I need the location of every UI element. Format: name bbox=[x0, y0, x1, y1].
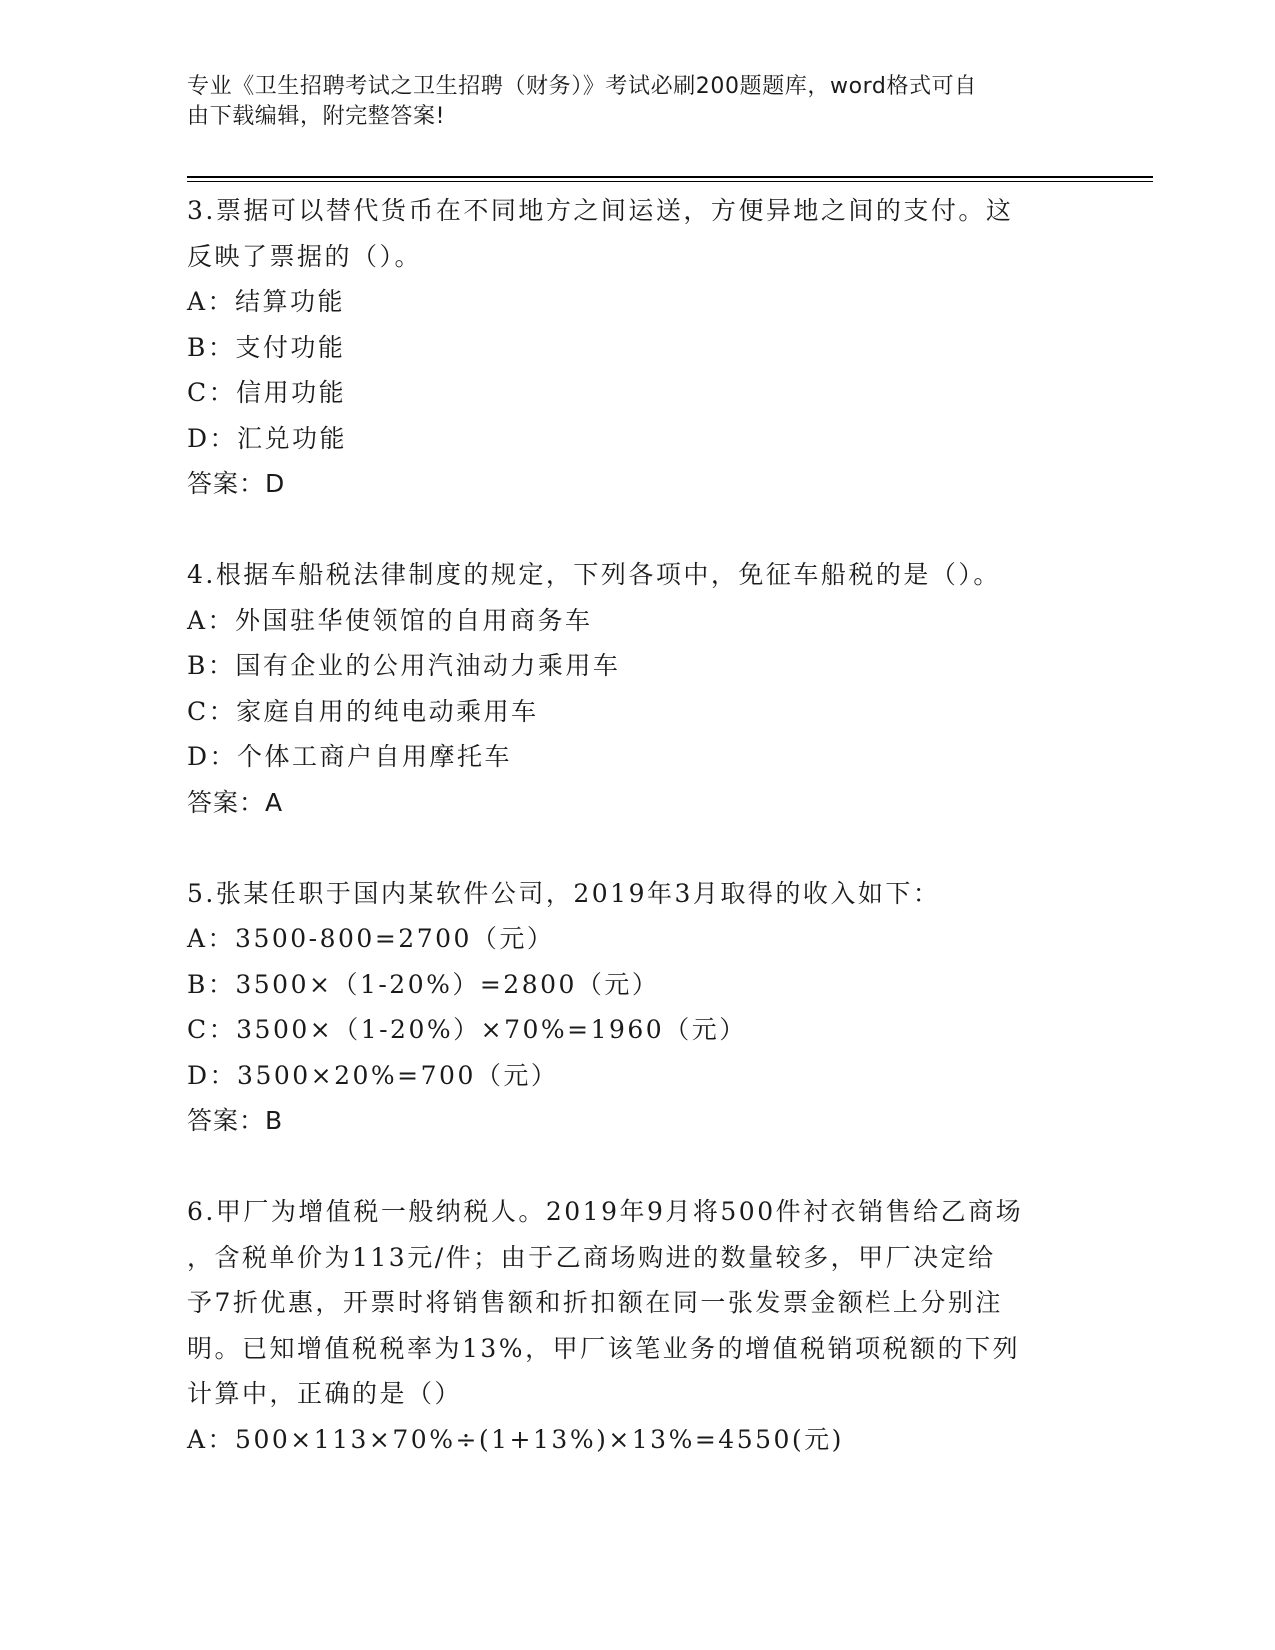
option-c: C：3500×（1-20%）×70%=1960（元） bbox=[187, 1015, 747, 1044]
question-text-line: 予7折优惠，开票时将销售额和折扣额在同一张发票金额栏上分别注 bbox=[187, 1288, 1003, 1317]
document-header bbox=[187, 72, 1067, 132]
question-text-line: 6.甲厂为增值税一般纳税人。2019年9月将500件衬衣销售给乙商场 bbox=[187, 1197, 1024, 1226]
header-line-1: 专业《卫生招聘考试之卫生招聘（财务）》考试必刷200题题库，word格式可自 bbox=[187, 74, 977, 99]
option-d: D：3500×20%=700（元） bbox=[187, 1060, 559, 1090]
question-text-line: 3.票据可以替代货币在不同地方之间运送，方便异地之间的支付。这 bbox=[187, 196, 1014, 225]
question-text-line: 5.张某任职于国内某软件公司，2019年3月取得的收入如下： bbox=[187, 878, 941, 908]
option-b: B：支付功能 bbox=[187, 332, 346, 362]
option-a: A：外国驻华使领馆的自用商务车 bbox=[187, 605, 593, 635]
answer: 答案：D bbox=[187, 469, 286, 498]
option-c: C：信用功能 bbox=[187, 378, 347, 407]
question-6 bbox=[187, 1189, 1087, 1462]
option-a: A：3500-800=2700（元） bbox=[187, 924, 555, 953]
question-list bbox=[187, 188, 1087, 1462]
option-d: D：个体工商户自用摩托车 bbox=[187, 742, 513, 771]
question-text-line: 明。已知增值税税率为13%，甲厂该笔业务的增值税销项税额的下列 bbox=[187, 1333, 1021, 1363]
option-b: B：3500×（1-20%）=2800（元） bbox=[187, 969, 660, 999]
option-d: D：汇兑功能 bbox=[187, 423, 348, 453]
option-a: A：结算功能 bbox=[187, 287, 346, 316]
answer: 答案：A bbox=[187, 787, 284, 817]
header-divider bbox=[187, 176, 1153, 178]
question-4 bbox=[187, 552, 1087, 825]
option-a: A：500×113×70%÷(1+13%)×13%=4550(元) bbox=[187, 1424, 844, 1454]
option-b: B：国有企业的公用汽油动力乘用车 bbox=[187, 651, 621, 680]
header-divider-thin bbox=[187, 181, 1153, 182]
question-text-line: 4.根据车船税法律制度的规定，下列各项中，免征车船税的是（）。 bbox=[187, 560, 1001, 589]
question-text-line: 反映了票据的（）。 bbox=[187, 241, 423, 271]
answer: 答案：B bbox=[187, 1106, 284, 1135]
question-text-line: 计算中，正确的是（） bbox=[187, 1379, 463, 1408]
question-5 bbox=[187, 871, 1087, 1144]
question-3 bbox=[187, 188, 1087, 507]
question-text-line: ，含税单价为113元/件；由于乙商场购进的数量较多，甲厂决定给 bbox=[187, 1242, 996, 1272]
header-line-2: 由下载编辑，附完整答案! bbox=[187, 104, 446, 129]
option-c: C：家庭自用的纯电动乘用车 bbox=[187, 696, 539, 726]
